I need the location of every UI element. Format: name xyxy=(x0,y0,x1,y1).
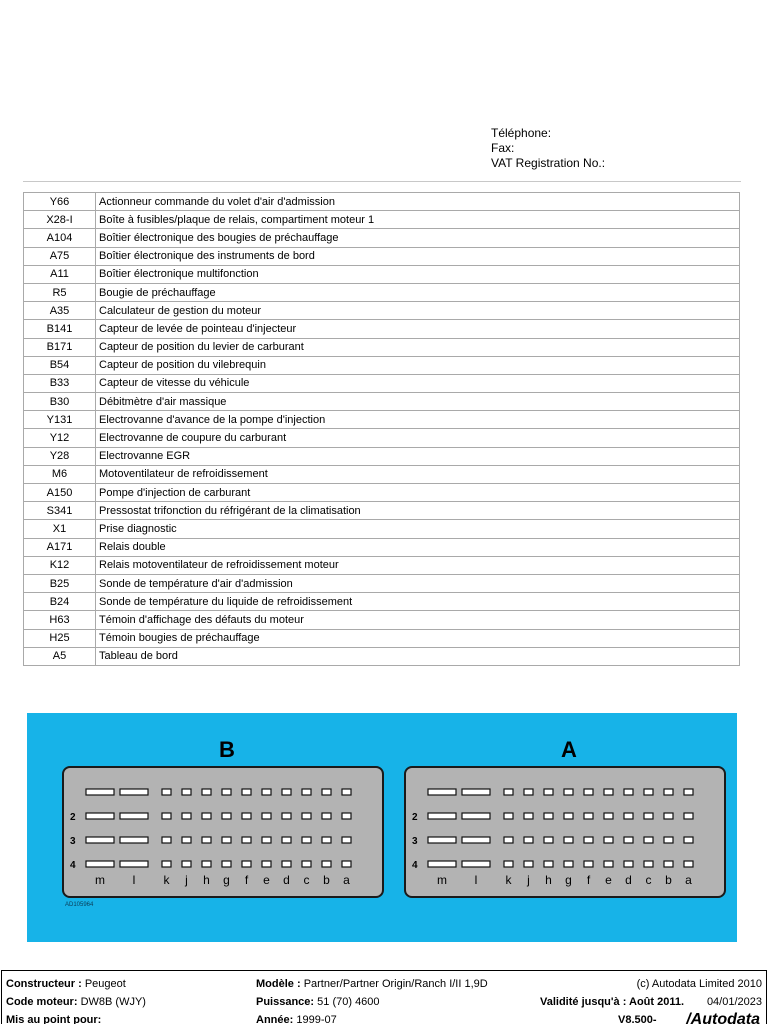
large-pin xyxy=(120,789,148,795)
small-pin xyxy=(322,861,331,867)
component-code: A11 xyxy=(24,265,96,283)
connector-diagram xyxy=(27,713,737,942)
small-pin xyxy=(664,789,673,795)
small-pin xyxy=(202,813,211,819)
pin-column-letter: j xyxy=(527,873,530,887)
legend-row xyxy=(24,556,740,574)
large-pin xyxy=(428,837,456,843)
component-legend-table xyxy=(23,192,740,666)
small-pin xyxy=(544,789,553,795)
component-code: M6 xyxy=(24,465,96,483)
small-pin xyxy=(524,789,533,795)
component-code: Y28 xyxy=(24,447,96,465)
autodata-logo: /Autodata xyxy=(686,1011,760,1024)
pin-column-letter: j xyxy=(185,873,188,887)
small-pin xyxy=(564,861,573,867)
component-description: Capteur de levée de pointeau d'injecteur xyxy=(96,320,740,338)
legend-row xyxy=(24,393,740,411)
small-pin xyxy=(524,813,533,819)
component-code: X1 xyxy=(24,520,96,538)
small-pin xyxy=(302,813,311,819)
component-code: B25 xyxy=(24,574,96,592)
legend-row xyxy=(24,229,740,247)
telephone-label: Téléphone: xyxy=(491,126,552,140)
component-code: R5 xyxy=(24,283,96,301)
component-description: Calculateur de gestion du moteur xyxy=(96,302,740,320)
component-code: A75 xyxy=(24,247,96,265)
component-code: A171 xyxy=(24,538,96,556)
legend-row xyxy=(24,574,740,592)
component-code: B24 xyxy=(24,593,96,611)
footer-annee: Année: 1999-07 xyxy=(256,1014,337,1024)
pin-column-letter: a xyxy=(343,873,350,887)
small-pin xyxy=(182,789,191,795)
small-pin xyxy=(544,861,553,867)
small-pin xyxy=(302,861,311,867)
footer-version: V8.500- xyxy=(618,1014,657,1024)
small-pin xyxy=(684,813,693,819)
small-pin xyxy=(262,813,271,819)
large-pin xyxy=(462,813,490,819)
small-pin xyxy=(644,813,653,819)
connector-b-housing xyxy=(62,766,384,898)
legend-row xyxy=(24,338,740,356)
pin-column-letter: k xyxy=(505,873,512,887)
header-divider xyxy=(23,181,741,182)
component-description: Sonde de température d'air d'admission xyxy=(96,574,740,592)
component-code: H25 xyxy=(24,629,96,647)
component-description: Témoin d'affichage des défauts du moteur xyxy=(96,611,740,629)
large-pin xyxy=(428,789,456,795)
small-pin xyxy=(684,861,693,867)
legend-row xyxy=(24,465,740,483)
component-description: Capteur de position du levier de carburant xyxy=(96,338,740,356)
small-pin xyxy=(564,813,573,819)
legend-row xyxy=(24,356,740,374)
small-pin xyxy=(262,837,271,843)
component-description: Tableau de bord xyxy=(96,647,740,665)
small-pin xyxy=(584,861,593,867)
connector-label-a: A xyxy=(561,737,577,762)
large-pin xyxy=(86,813,114,819)
legend-row xyxy=(24,538,740,556)
connector-b-pins xyxy=(64,768,382,896)
contact-block xyxy=(491,126,605,171)
small-pin xyxy=(162,837,171,843)
pin-column-letter: k xyxy=(163,873,170,887)
component-description: Electrovanne d'avance de la pompe d'injection xyxy=(96,411,740,429)
legend-row xyxy=(24,629,740,647)
component-description: Actionneur commande du volet d'air d'admission xyxy=(96,193,740,211)
component-description: Electrovanne EGR xyxy=(96,447,740,465)
pin-column-letter: e xyxy=(263,873,270,887)
component-description: Relais double xyxy=(96,538,740,556)
pin-column-letter: l xyxy=(474,873,478,887)
legend-row xyxy=(24,484,740,502)
large-pin xyxy=(462,837,490,843)
pin-column-letter: m xyxy=(95,873,105,887)
small-pin xyxy=(302,837,311,843)
small-pin xyxy=(564,837,573,843)
footer-constructeur: Constructeur : Peugeot xyxy=(6,978,126,990)
pin-column-letter: f xyxy=(586,873,591,887)
component-description: Capteur de vitesse du véhicule xyxy=(96,374,740,392)
footer-validite: Validité jusqu'à : Août 2011. xyxy=(540,996,685,1008)
pin-column-letter: a xyxy=(685,873,692,887)
small-pin xyxy=(282,789,291,795)
small-pin xyxy=(182,861,191,867)
small-pin xyxy=(242,813,251,819)
component-code: Y12 xyxy=(24,429,96,447)
small-pin xyxy=(342,861,351,867)
pin-column-letter: b xyxy=(665,873,672,887)
small-pin xyxy=(664,837,673,843)
small-pin xyxy=(242,861,251,867)
component-code: B171 xyxy=(24,338,96,356)
small-pin xyxy=(182,813,191,819)
small-pin xyxy=(322,813,331,819)
large-pin xyxy=(428,861,456,867)
small-pin xyxy=(624,861,633,867)
small-pin xyxy=(624,789,633,795)
pin-column-letter: h xyxy=(203,873,210,887)
small-pin xyxy=(644,837,653,843)
legend-row xyxy=(24,502,740,520)
component-code: B33 xyxy=(24,374,96,392)
small-pin xyxy=(524,861,533,867)
component-code: A104 xyxy=(24,229,96,247)
pin-column-letter: l xyxy=(132,873,136,887)
small-pin xyxy=(222,837,231,843)
legend-row xyxy=(24,247,740,265)
small-pin xyxy=(222,789,231,795)
component-code: S341 xyxy=(24,502,96,520)
legend-row xyxy=(24,611,740,629)
small-pin xyxy=(322,837,331,843)
legend-row xyxy=(24,265,740,283)
small-pin xyxy=(262,789,271,795)
small-pin xyxy=(624,813,633,819)
component-code: A150 xyxy=(24,484,96,502)
small-pin xyxy=(584,813,593,819)
component-description: Capteur de position du vilebrequin xyxy=(96,356,740,374)
small-pin xyxy=(604,789,613,795)
component-description: Pompe d'injection de carburant xyxy=(96,484,740,502)
small-pin xyxy=(504,813,513,819)
legend-row xyxy=(24,520,740,538)
legend-row xyxy=(24,593,740,611)
pin-row-number: 2 xyxy=(70,812,76,823)
pin-column-letter: g xyxy=(565,873,572,887)
component-description: Relais motoventilateur de refroidissement moteur xyxy=(96,556,740,574)
pin-column-letter: g xyxy=(223,873,230,887)
small-pin xyxy=(684,789,693,795)
component-description: Bougie de préchauffage xyxy=(96,283,740,301)
component-description: Pressostat trifonction du réfrigérant de la climatisation xyxy=(96,502,740,520)
component-code: X28-I xyxy=(24,211,96,229)
connector-a-pins xyxy=(406,768,724,896)
legend-row xyxy=(24,647,740,665)
component-code: H63 xyxy=(24,611,96,629)
large-pin xyxy=(86,837,114,843)
pin-column-letter: b xyxy=(323,873,330,887)
small-pin xyxy=(302,789,311,795)
small-pin xyxy=(684,837,693,843)
small-pin xyxy=(504,789,513,795)
small-pin xyxy=(544,813,553,819)
small-pin xyxy=(504,837,513,843)
component-description: Sonde de température du liquide de refroidissement xyxy=(96,593,740,611)
small-pin xyxy=(282,861,291,867)
pin-column-letter: f xyxy=(244,873,249,887)
small-pin xyxy=(644,861,653,867)
footer-modele: Modèle : Partner/Partner Origin/Ranch I/II 1,9D xyxy=(256,978,488,990)
small-pin xyxy=(282,837,291,843)
large-pin xyxy=(120,861,148,867)
small-pin xyxy=(342,789,351,795)
pin-row-number: 2 xyxy=(412,812,418,823)
component-code: Y131 xyxy=(24,411,96,429)
legend-row xyxy=(24,283,740,301)
footer-info xyxy=(1,970,767,1024)
pin-column-letter: h xyxy=(545,873,552,887)
small-pin xyxy=(162,813,171,819)
small-pin xyxy=(644,789,653,795)
large-pin xyxy=(120,813,148,819)
component-description: Boîtier électronique multifonction xyxy=(96,265,740,283)
component-code: K12 xyxy=(24,556,96,574)
component-code: A5 xyxy=(24,647,96,665)
small-pin xyxy=(604,837,613,843)
footer-date: 04/01/2023 xyxy=(706,996,762,1008)
component-description: Débitmètre d'air massique xyxy=(96,393,740,411)
connector-label-b: B xyxy=(219,737,235,762)
connector-a-housing xyxy=(404,766,726,898)
component-description: Boîtier électronique des instruments de bord xyxy=(96,247,740,265)
small-pin xyxy=(262,861,271,867)
component-code: B141 xyxy=(24,320,96,338)
large-pin xyxy=(86,789,114,795)
small-pin xyxy=(162,861,171,867)
small-pin xyxy=(564,789,573,795)
small-pin xyxy=(664,861,673,867)
pin-column-letter: c xyxy=(303,873,310,887)
small-pin xyxy=(222,813,231,819)
component-description: Boîtier électronique des bougies de préchauffage xyxy=(96,229,740,247)
footer-puissance: Puissance: 51 (70) 4600 xyxy=(256,996,380,1008)
component-description: Electrovanne de coupure du carburant xyxy=(96,429,740,447)
small-pin xyxy=(544,837,553,843)
pin-column-letter: e xyxy=(605,873,612,887)
pin-column-letter: d xyxy=(625,873,632,887)
legend-row xyxy=(24,447,740,465)
pin-row-number: 3 xyxy=(70,836,76,847)
legend-row xyxy=(24,211,740,229)
small-pin xyxy=(202,789,211,795)
small-pin xyxy=(664,813,673,819)
small-pin xyxy=(242,837,251,843)
component-description: Motoventilateur de refroidissement xyxy=(96,465,740,483)
legend-row xyxy=(24,429,740,447)
small-pin xyxy=(222,861,231,867)
small-pin xyxy=(624,837,633,843)
component-description: Témoin bougies de préchauffage xyxy=(96,629,740,647)
diagram-reference: AD105964 xyxy=(65,902,94,908)
small-pin xyxy=(604,861,613,867)
large-pin xyxy=(428,813,456,819)
legend-row xyxy=(24,374,740,392)
component-code: A35 xyxy=(24,302,96,320)
legend-row xyxy=(24,411,740,429)
component-description: Prise diagnostic xyxy=(96,520,740,538)
small-pin xyxy=(202,861,211,867)
pin-row-number: 3 xyxy=(412,836,418,847)
fax-label: Fax: xyxy=(491,141,515,155)
large-pin xyxy=(120,837,148,843)
large-pin xyxy=(462,789,490,795)
small-pin xyxy=(604,813,613,819)
large-pin xyxy=(86,861,114,867)
large-pin xyxy=(462,861,490,867)
component-code: Y66 xyxy=(24,193,96,211)
legend-row xyxy=(24,320,740,338)
legend-row xyxy=(24,193,740,211)
small-pin xyxy=(524,837,533,843)
vat-label: VAT Registration No.: xyxy=(491,156,606,170)
small-pin xyxy=(242,789,251,795)
pin-column-letter: d xyxy=(283,873,290,887)
small-pin xyxy=(584,789,593,795)
small-pin xyxy=(162,789,171,795)
pin-row-number: 4 xyxy=(70,860,76,871)
small-pin xyxy=(584,837,593,843)
footer-code-moteur: Code moteur: DW8B (WJY) xyxy=(6,996,146,1008)
legend-row xyxy=(24,302,740,320)
small-pin xyxy=(202,837,211,843)
component-code: B54 xyxy=(24,356,96,374)
small-pin xyxy=(342,813,351,819)
small-pin xyxy=(504,861,513,867)
footer-copyright: (c) Autodata Limited 2010 xyxy=(636,978,762,990)
small-pin xyxy=(342,837,351,843)
pin-column-letter: c xyxy=(645,873,652,887)
component-code: B30 xyxy=(24,393,96,411)
small-pin xyxy=(282,813,291,819)
pin-column-letter: m xyxy=(437,873,447,887)
small-pin xyxy=(182,837,191,843)
pin-row-number: 4 xyxy=(412,860,418,871)
footer-mis-au-point: Mis au point pour: xyxy=(6,1014,102,1024)
component-description: Boîte à fusibles/plaque de relais, compartiment moteur 1 xyxy=(96,211,740,229)
small-pin xyxy=(322,789,331,795)
